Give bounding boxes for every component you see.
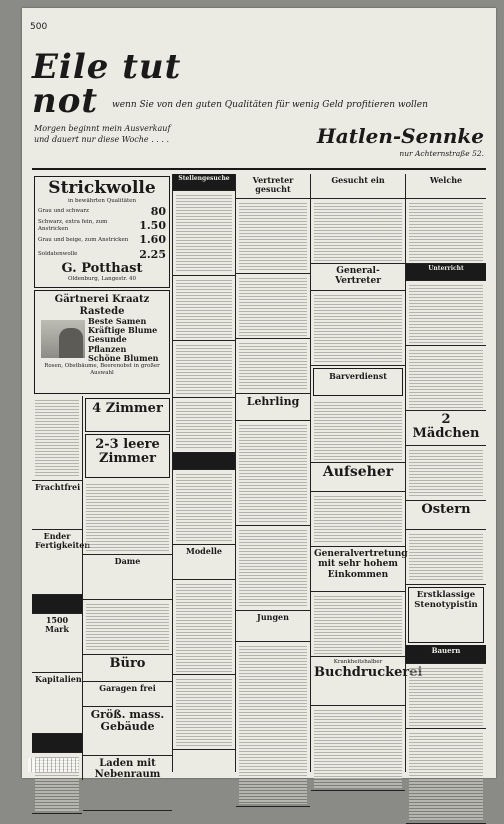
ad-frachtfrei bbox=[32, 481, 82, 530]
ad-title: 1500 Mark bbox=[45, 615, 69, 635]
ad-gebaeude bbox=[83, 707, 172, 756]
ad-small-text bbox=[406, 199, 486, 264]
ad-title: Welche bbox=[429, 175, 463, 185]
page-headline: Eile tut not bbox=[32, 47, 182, 121]
ad-title: Jungen bbox=[257, 612, 289, 622]
row-price: 1.60 bbox=[139, 233, 166, 247]
ad-small-text bbox=[311, 492, 405, 547]
ad-kraatz-item: Schöne Blumen bbox=[88, 352, 159, 363]
ad-kraatz-body bbox=[38, 317, 166, 363]
column-5 bbox=[406, 174, 486, 772]
ad-welche bbox=[406, 174, 486, 199]
column-1 bbox=[32, 174, 173, 780]
ad-small-text bbox=[406, 664, 486, 729]
ad-small-text bbox=[173, 675, 235, 750]
ad-title: Buchdruckerei bbox=[314, 664, 423, 680]
ad-strickwolle-firm: G. Potthast bbox=[61, 260, 143, 276]
row-label: Soldatenwolle bbox=[38, 251, 78, 258]
ad-small-text bbox=[406, 530, 486, 585]
ad-verkaufen bbox=[32, 734, 82, 753]
ad-modelle bbox=[173, 545, 235, 580]
ad-small-text bbox=[406, 729, 486, 824]
ad-ender bbox=[32, 530, 91, 595]
ad-small-text bbox=[173, 276, 235, 341]
ad-jungen bbox=[236, 611, 310, 642]
ad-generalvertretung bbox=[311, 547, 408, 592]
ad-title: Ender Fertigkeiten bbox=[35, 531, 91, 551]
ad-title: Büro bbox=[109, 656, 146, 671]
ad-small-text bbox=[173, 191, 235, 276]
ad-small-text bbox=[406, 446, 486, 501]
ad-row bbox=[38, 233, 166, 247]
ad-kraatz-note: Rosen, Obstbäume, Beerenobst in großer Auswahl bbox=[44, 362, 160, 376]
ad-kraatz bbox=[34, 290, 170, 394]
ad-mark bbox=[32, 614, 82, 673]
column-4 bbox=[311, 174, 423, 772]
ad-small-text bbox=[406, 281, 486, 346]
ad-title: Größ. mass. Gebäude bbox=[90, 708, 165, 734]
row-label: Schwarz, extra fein, zum Anstricken bbox=[38, 219, 108, 233]
ad-title: Generalvertretung mit sehr hohem Einkommen bbox=[314, 549, 408, 580]
column-2 bbox=[173, 174, 236, 772]
ad-title: Barverdienst bbox=[329, 371, 387, 381]
ad-zwei-zimmer bbox=[85, 434, 170, 478]
ad-unterricht bbox=[406, 264, 486, 281]
ad-title: Aufseher bbox=[322, 464, 394, 480]
ad-small-text bbox=[32, 396, 82, 481]
intro-line-1: Morgen beginnt mein Ausverkauf bbox=[34, 124, 171, 133]
ad-row bbox=[38, 248, 166, 262]
ad-barverdienst bbox=[313, 368, 403, 396]
ad-kraatz-item: Kräftige Blume bbox=[88, 325, 158, 336]
row-price: 1.50 bbox=[139, 219, 166, 233]
ad-gelucht bbox=[311, 174, 405, 199]
header-rule bbox=[32, 168, 486, 170]
row-price: 2.25 bbox=[139, 247, 166, 261]
ad-garagen bbox=[83, 682, 172, 707]
ad-strickwolle-address: Oldenburg, Langestr. 40 bbox=[67, 276, 137, 283]
ad-small-text bbox=[311, 706, 405, 791]
ad-title: Dame bbox=[114, 556, 141, 566]
newspaper-page bbox=[22, 8, 496, 778]
ad-title: Bauern bbox=[431, 646, 461, 655]
ad-title: Vertreter gesucht bbox=[252, 175, 294, 195]
intro-line-2: und dauert nur diese Woche . . . . bbox=[34, 134, 170, 144]
ad-title: Gesucht ein bbox=[331, 175, 385, 185]
ad-dame bbox=[83, 555, 172, 600]
store-brand bbox=[317, 126, 484, 158]
ad-small-text bbox=[83, 480, 172, 555]
ad-small-text bbox=[236, 642, 310, 807]
intro-text bbox=[34, 124, 170, 146]
ad-title: 4 Zimmer bbox=[92, 401, 163, 416]
column-1-bottom bbox=[32, 396, 172, 780]
ad-title: Unterricht bbox=[428, 265, 464, 272]
ad-title: Ostern bbox=[421, 502, 471, 517]
ad-vertreter bbox=[236, 174, 310, 199]
ad-kapitalien bbox=[32, 673, 82, 734]
gardener-illustration bbox=[41, 320, 85, 358]
ad-small-text bbox=[236, 421, 310, 526]
ad-title: Modelle bbox=[185, 546, 223, 556]
ad-kraatz-item: Beste Samen bbox=[88, 316, 147, 326]
ad-laden bbox=[83, 756, 172, 811]
ad-title: Lehrling bbox=[246, 395, 300, 408]
ad-bauern bbox=[406, 645, 486, 664]
ad-maedchen bbox=[406, 411, 486, 446]
ad-ostern bbox=[406, 501, 486, 530]
ad-small-text bbox=[83, 600, 172, 655]
ad-subtitle: Krankheitshalber bbox=[333, 659, 383, 665]
ad-kraatz-title: Gärtnerei Kraatz Rastede bbox=[54, 294, 150, 317]
row-label: Grau und schwarz bbox=[38, 208, 89, 215]
ad-strickwolle-title: Strickwolle bbox=[48, 178, 156, 198]
ad-vier-zimmer bbox=[85, 398, 170, 432]
row-label: Grau und beige, zum Anstricken bbox=[38, 236, 129, 243]
ad-title: Stellengesuche bbox=[178, 175, 230, 182]
column-1a bbox=[32, 396, 91, 780]
ad-title: General-Vertreter bbox=[335, 266, 381, 287]
ad-small-text bbox=[236, 199, 310, 274]
ad-title: Frachtfrei bbox=[35, 482, 81, 492]
ad-small-text bbox=[311, 291, 405, 366]
brand-name: Hatlen-Sennke bbox=[316, 124, 484, 148]
ad-stellengesuche-header bbox=[173, 174, 235, 191]
ad-lehrling bbox=[236, 394, 310, 421]
ad-angebote bbox=[32, 595, 82, 614]
ad-small-text bbox=[173, 580, 235, 675]
ad-title: Erstklassige Stenotypistin bbox=[414, 590, 478, 610]
ad-row bbox=[38, 205, 166, 219]
brand-address: nur Achternstraße 52. bbox=[399, 149, 484, 158]
ad-strickwolle-subtitle: in bewährten Qualitäten bbox=[67, 197, 137, 204]
ad-small-text bbox=[173, 398, 235, 453]
ad-title: Kapitalien bbox=[35, 674, 82, 684]
ad-small-text bbox=[236, 339, 310, 394]
ad-kraatz-items bbox=[88, 317, 166, 363]
ad-buero bbox=[83, 655, 172, 682]
ad-small-text bbox=[173, 341, 235, 398]
page-subline: wenn Sie von den guten Qualitäten für wenig Geld profitieren wollen bbox=[112, 100, 428, 110]
ad-small-text bbox=[311, 398, 405, 463]
classified-ads-grid bbox=[32, 174, 486, 780]
ad-general bbox=[311, 264, 405, 291]
ad-title: 2-3 leere Zimmer bbox=[95, 437, 160, 467]
ad-small-text bbox=[311, 199, 405, 264]
ad-small-text bbox=[406, 346, 486, 411]
ad-strickwolle bbox=[34, 176, 170, 288]
ad-krankheit bbox=[311, 657, 423, 706]
column-1b bbox=[83, 396, 172, 780]
ad-small-text bbox=[173, 470, 235, 545]
ad-title: Laden mit Nebenraum bbox=[94, 758, 161, 780]
scanner-colour-bar bbox=[28, 758, 78, 772]
ad-small-text bbox=[236, 526, 310, 611]
ad-title: 2 Mädchen bbox=[412, 412, 480, 442]
page-number: 500 bbox=[30, 22, 48, 32]
ad-aufseher bbox=[311, 463, 405, 492]
column-3 bbox=[236, 174, 311, 772]
ad-title: Garagen frei bbox=[99, 683, 156, 693]
ad-kraatz-item: Gesunde Pflanzen bbox=[88, 334, 127, 354]
ad-offene-stellen-header bbox=[173, 453, 235, 470]
ad-stenotypistin bbox=[408, 587, 484, 643]
ad-small-text bbox=[236, 274, 310, 339]
ad-row bbox=[38, 219, 166, 233]
ad-small-text bbox=[311, 592, 405, 657]
row-price: 80 bbox=[150, 204, 166, 218]
